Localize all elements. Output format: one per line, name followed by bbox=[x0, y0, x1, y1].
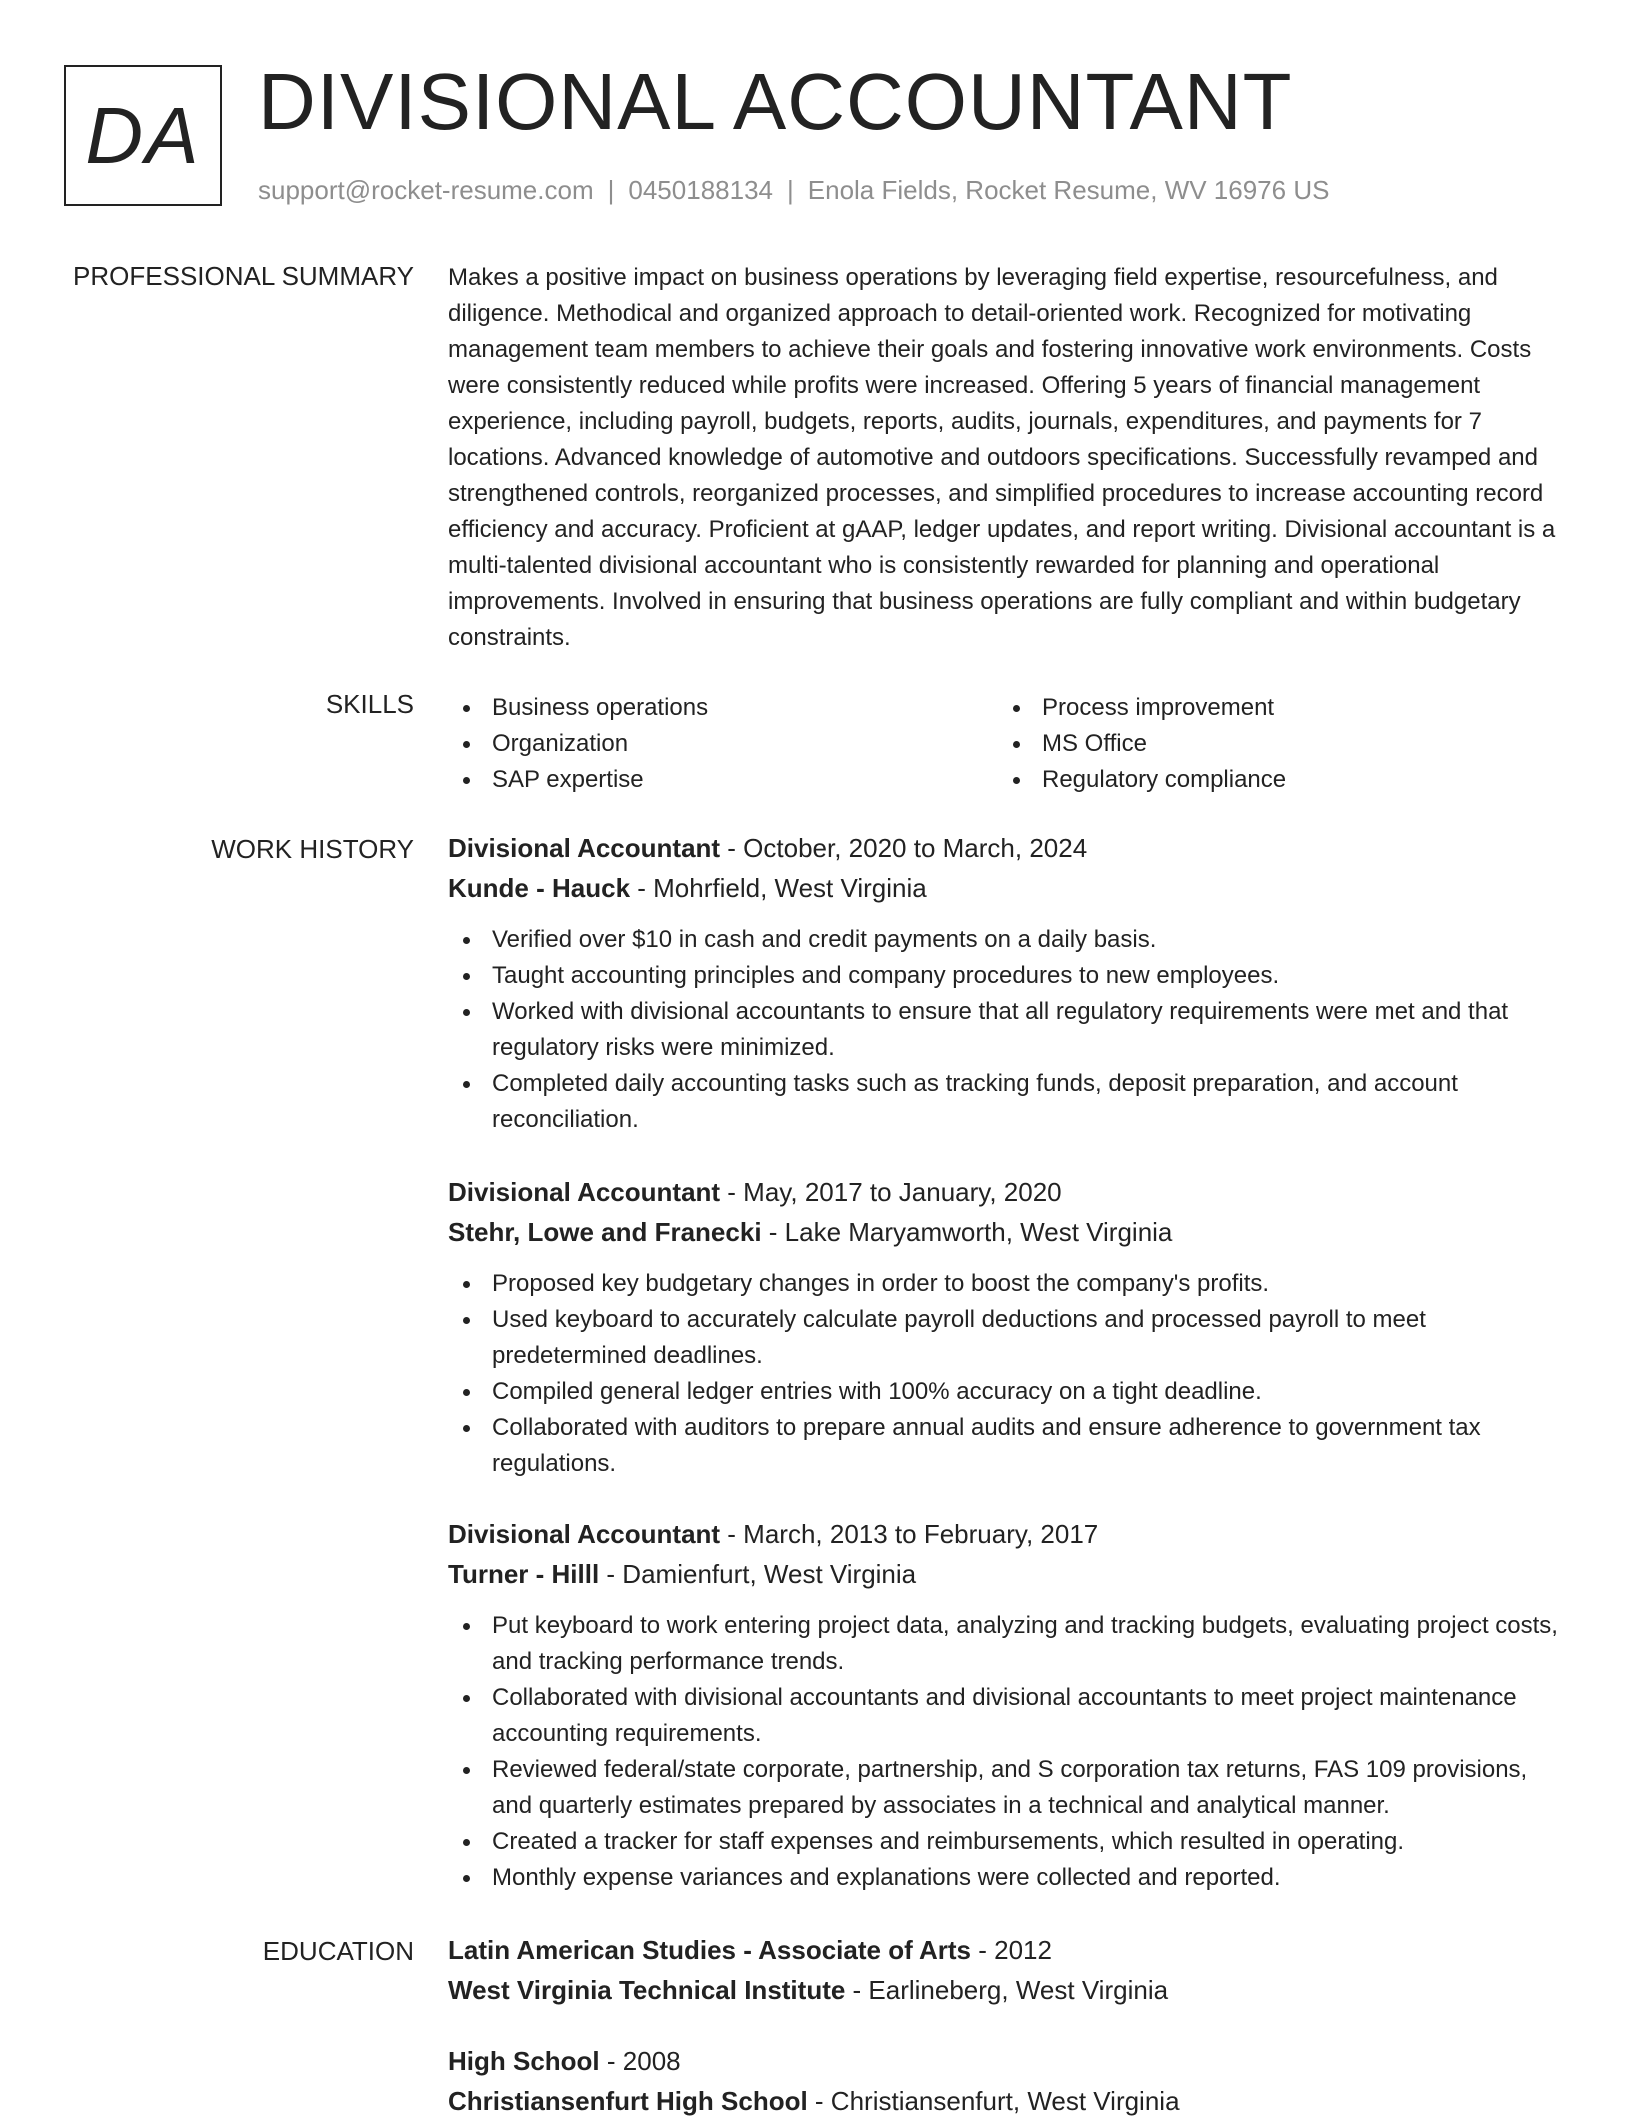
school-line bbox=[448, 2081, 1568, 2121]
job-bullet: Monthly expense variances and explanations were collected and reported. bbox=[448, 1860, 1568, 1896]
skill-item: Process improvement bbox=[998, 690, 1548, 726]
job-location: - Damienfurt, West Virginia bbox=[599, 1559, 917, 1589]
job-company-line bbox=[448, 1212, 1568, 1252]
monogram: DA bbox=[64, 65, 222, 206]
job-bullet: Verified over $10 in cash and credit payments on a daily basis. bbox=[448, 922, 1568, 958]
skill-item: MS Office bbox=[998, 726, 1548, 762]
school-name: West Virginia Technical Institute bbox=[448, 1975, 846, 2005]
job-bullets bbox=[448, 922, 1568, 1138]
job-dates: - October, 2020 to March, 2024 bbox=[720, 833, 1088, 863]
section-label-summary: PROFESSIONAL SUMMARY bbox=[73, 261, 414, 291]
school-location: - Earlineberg, West Virginia bbox=[845, 1975, 1169, 2005]
job-bullet: Proposed key budgetary changes in order to boost the company's profits. bbox=[448, 1266, 1568, 1302]
resume-name: DIVISIONAL ACCOUNTANT bbox=[258, 57, 1293, 146]
job-dates: - May, 2017 to January, 2020 bbox=[720, 1177, 1062, 1207]
section-label-skills: SKILLS bbox=[325, 689, 414, 719]
degree-name: Latin American Studies - Associate of Arts bbox=[448, 1935, 972, 1965]
degree-line bbox=[448, 1930, 1568, 1970]
job-entry bbox=[448, 1172, 1568, 1482]
job-dates: - March, 2013 to February, 2017 bbox=[720, 1519, 1099, 1549]
job-location: - Lake Maryamworth, West Virginia bbox=[761, 1217, 1173, 1247]
skills-column-right bbox=[998, 690, 1548, 798]
contact-phone[interactable]: 0450188134 bbox=[628, 175, 773, 205]
skill-item: Regulatory compliance bbox=[998, 762, 1548, 798]
job-bullet: Compiled general ledger entries with 100% accuracy on a tight deadline. bbox=[448, 1374, 1568, 1410]
skills-column-left bbox=[448, 690, 998, 798]
job-bullet: Reviewed federal/state corporate, partnership, and S corporation tax returns, FAS 109 provisions, and quarterly estimates prepared by associates in a technical and analytical manner. bbox=[448, 1752, 1568, 1824]
job-bullet: Used keyboard to accurately calculate payroll deductions and processed payroll to meet predetermined deadlines. bbox=[448, 1302, 1568, 1374]
degree-line bbox=[448, 2041, 1568, 2081]
degree-year: - 2008 bbox=[599, 2046, 681, 2076]
job-company: Turner - Hilll bbox=[448, 1559, 600, 1589]
skill-item: Organization bbox=[448, 726, 998, 762]
job-bullet: Collaborated with auditors to prepare annual audits and ensure adherence to government tax regulations. bbox=[448, 1410, 1568, 1482]
contact-address: Enola Fields, Rocket Resume, WV 16976 US bbox=[807, 175, 1330, 205]
school-name: Christiansenfurt High School bbox=[448, 2086, 808, 2116]
job-entry bbox=[448, 1514, 1568, 1896]
degree-name: High School bbox=[448, 2046, 600, 2076]
education-entry bbox=[448, 2041, 1568, 2121]
skill-item: SAP expertise bbox=[448, 762, 998, 798]
job-company: Stehr, Lowe and Franecki bbox=[448, 1217, 762, 1247]
section-label-work: WORK HISTORY bbox=[211, 834, 414, 864]
contact-separator: | bbox=[607, 175, 615, 205]
job-title: Divisional Accountant bbox=[448, 1519, 721, 1549]
job-bullets bbox=[448, 1266, 1568, 1482]
job-title-line bbox=[448, 1172, 1568, 1212]
skill-item: Business operations bbox=[448, 690, 998, 726]
degree-year: - 2012 bbox=[971, 1935, 1052, 1965]
section-label-education: EDUCATION bbox=[262, 1936, 414, 1966]
job-company-line bbox=[448, 1554, 1568, 1594]
job-bullet: Created a tracker for staff expenses and reimbursements, which resulted in operating. bbox=[448, 1824, 1568, 1860]
job-company: Kunde - Hauck bbox=[448, 873, 631, 903]
job-title: Divisional Accountant bbox=[448, 1177, 721, 1207]
job-bullet: Taught accounting principles and company procedures to new employees. bbox=[448, 958, 1568, 994]
contact-separator: | bbox=[787, 175, 794, 205]
school-line bbox=[448, 1970, 1568, 2010]
job-title-line bbox=[448, 828, 1568, 868]
job-title: Divisional Accountant bbox=[448, 833, 721, 863]
job-bullets bbox=[448, 1608, 1568, 1896]
education-entry bbox=[448, 1930, 1568, 2010]
job-bullet: Worked with divisional accountants to ensure that all regulatory requirements were met and that regulatory risks were minimized. bbox=[448, 994, 1568, 1066]
job-title-line bbox=[448, 1514, 1568, 1554]
job-company-line bbox=[448, 868, 1568, 908]
skills-list bbox=[448, 690, 1568, 798]
job-bullet: Collaborated with divisional accountants and divisional accountants to meet project maintenance accounting requirements. bbox=[448, 1680, 1568, 1752]
job-bullet: Completed daily accounting tasks such as tracking funds, deposit preparation, and account reconciliation. bbox=[448, 1066, 1568, 1138]
job-entry bbox=[448, 828, 1568, 1138]
contact-line bbox=[258, 174, 1329, 206]
school-location: - Christiansenfurt, West Virginia bbox=[807, 2086, 1180, 2116]
job-location: - Mohrfield, West Virginia bbox=[630, 873, 927, 903]
contact-email[interactable]: support@rocket-resume.com bbox=[258, 175, 594, 205]
job-bullet: Put keyboard to work entering project data, analyzing and tracking budgets, evaluating project costs, and tracking performance trends. bbox=[448, 1608, 1568, 1680]
summary-text: Makes a positive impact on business operations by leveraging field expertise, resourcefulness, and diligence. Methodical and organized approach to detail-oriented work. Recognized for motivating management team members to achieve their goals and fostering innovative work environments. Costs were consistently reduced while profits were increased. Offering 5 years of financial management experience, including payroll, budgets, reports, audits, journals, expenditures, and payments for 7 locations. Advanced knowledge of automotive and outdoors specifications. Successfully revamped and strengthened controls, reorganized processes, and simplified procedures to increase accounting record efficiency and accuracy. Proficient at gAAP, ledger updates, and report writing. Divisional accountant is a multi-talented divisional accountant who is consistently rewarded for planning and operational improvements. Involved in ensuring that business operations are fully compliant and within budgetary constraints. bbox=[448, 264, 1556, 651]
